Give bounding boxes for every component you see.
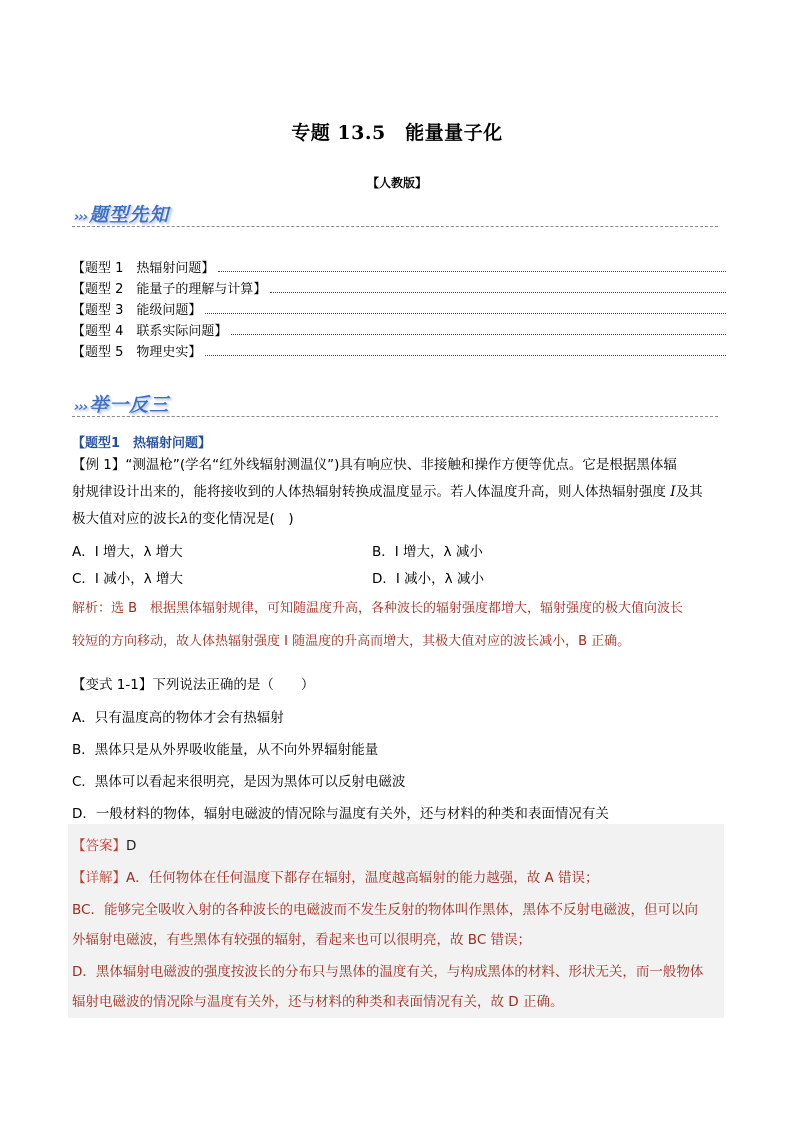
- option-c: C．I 减小，λ 增大: [72, 571, 183, 587]
- variant-label: 【变式 1-1】: [72, 677, 153, 693]
- answer-panel: [68, 824, 724, 1018]
- variant-option-a: A．只有温度高的物体才会有热辐射: [72, 710, 284, 726]
- leader-dots: [205, 355, 726, 356]
- detail-d-line-1: D．黑体辐射电磁波的强度按波长的分布只与黑体的温度有关，与构成黑体的材料、形状无关，而一般物体: [72, 964, 704, 980]
- leader-dots: [270, 292, 726, 293]
- option-b: B．I 增大，λ 减小: [372, 544, 483, 560]
- option-a: A．I 增大，λ 增大: [72, 544, 183, 560]
- leader-dots: [205, 313, 726, 314]
- example-explanation: 解析：选 B 根据黑体辐射规律，可知随温度升高，各种波长的辐射强度都增大，辐射强度的极大值向波长 较短的方向移动，故人体热辐射强度 I 随温度的升高而增大，其极大值对应的波长减小，B 正确。: [72, 601, 684, 649]
- answer-value: D: [126, 838, 137, 854]
- toc-item-1[interactable]: 【题型 1 热辐射问题】: [72, 256, 726, 276]
- divider: [72, 226, 718, 227]
- option-d: D．I 减小，λ 减小: [372, 571, 484, 587]
- banner-text: 题型先知: [89, 204, 170, 226]
- detail-bc-line-1: BC．能够完全吸收入射的各种波长的电磁波而不发生反射的物体叫作黑体，黑体不反射电磁波，但可以向: [72, 902, 698, 918]
- banner-text: 举一反三: [89, 394, 170, 416]
- variant-option-b: B．黑体只是从外界吸收能量，从不向外界辐射能量: [72, 742, 379, 758]
- toc-item-5[interactable]: 【题型 5 物理史实】: [72, 340, 726, 360]
- leader-dots: [218, 271, 726, 272]
- detail-a: 【详解】A．任何物体在任何温度下都存在辐射，温度越高辐射的能力越强，故 A 错误；: [72, 870, 599, 886]
- detail-label: 【详解】: [72, 870, 126, 886]
- section-banner-practice: [74, 390, 169, 417]
- toc-item-2[interactable]: 【题型 2 能量子的理解与计算】: [72, 277, 726, 297]
- divider: [72, 416, 718, 417]
- variant-option-c: C．黑体可以看起来很明亮，是因为黑体可以反射电磁波: [72, 774, 406, 790]
- banner-arrows-icon: ›››: [74, 400, 88, 415]
- section-banner-preview: [74, 200, 169, 227]
- leader-dots: [231, 334, 726, 335]
- section-heading: 【题型1 热辐射问题】: [72, 436, 212, 451]
- page-title: 专题 13.5 能量量子化: [291, 122, 503, 144]
- detail-bc-line-2: 外辐射电磁波，有些黑体有较强的辐射，看起来也可以很明亮，故 BC 错误；: [72, 932, 532, 948]
- example-question: 【例 1】“测温枪”(学名“红外线辐射测温仪”)具有响应快、非接触和操作方便等优点。它是根据黑体辐 射规律设计出来的，能将接收到的人体热辐射转换成温度显示。若人体温度升高，则人体热辐射强度 I及其 极大值对应的波长λ的变化情况是( ): [72, 457, 703, 527]
- toc-item-3[interactable]: 【题型 3 能级问题】: [72, 298, 726, 318]
- variant-question: 【变式 1-1】下列说法正确的是（ ）: [72, 677, 315, 693]
- answer-line: [72, 834, 136, 854]
- answer-label: 【答案】: [72, 838, 126, 854]
- example-label: 【例 1】: [72, 457, 126, 473]
- detail-d-line-2: 辐射电磁波的情况除与温度有关外，还与材料的种类和表面情况有关，故 D 正确。: [72, 994, 564, 1010]
- banner-arrows-icon: ›››: [74, 210, 88, 225]
- variant-option-d: D．一般材料的物体，辐射电磁波的情况除与温度有关外，还与材料的种类和表面情况有关: [72, 806, 609, 822]
- toc-item-4[interactable]: 【题型 4 联系实际问题】: [72, 319, 726, 339]
- edition-label: 【人教版】: [366, 176, 427, 190]
